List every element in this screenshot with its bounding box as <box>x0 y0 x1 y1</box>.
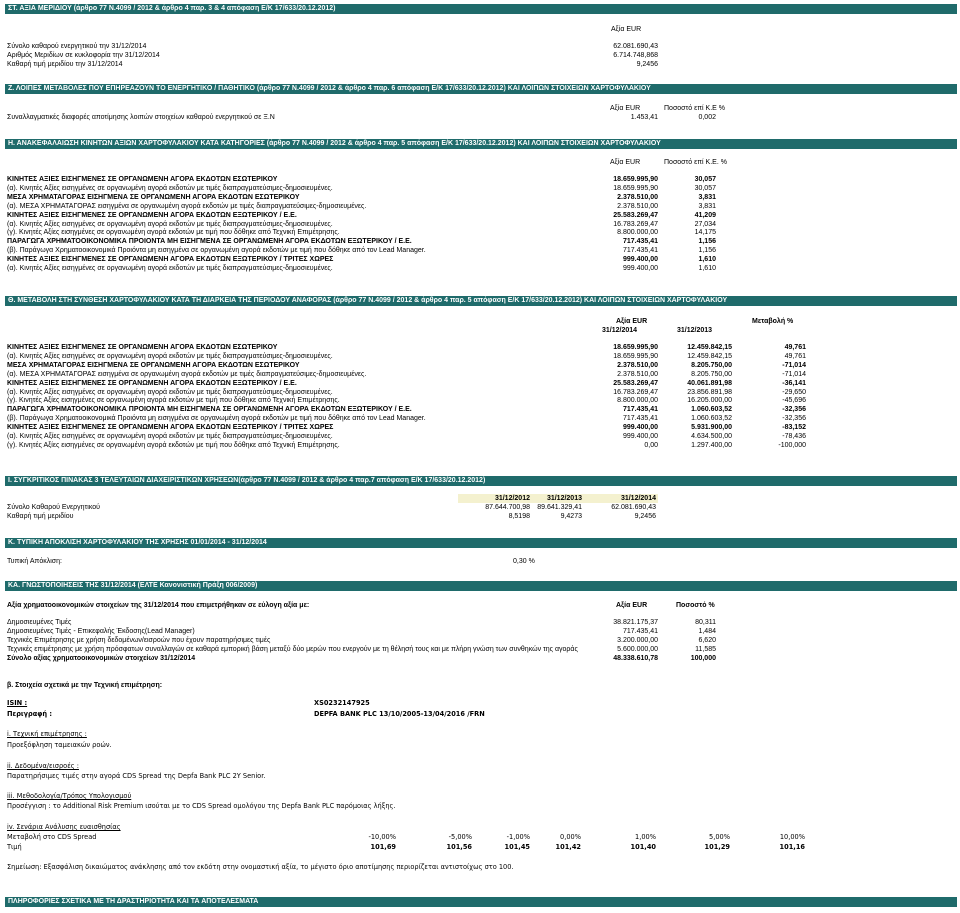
table-row-label: (β). Παράγωγα Χρηματοοικονομικά Προιόντα μη εισηγμένα σε οργανωμένη αγορά εκδοτών με τιμή που δόθηκε από τον Lead Manager. <box>7 415 426 423</box>
table-cell: 23.856.891,98 <box>687 388 732 396</box>
table-row-value: 6.714.748,868 <box>613 52 658 59</box>
table-cell: 100,000 <box>690 654 716 662</box>
price-cell: 101,16 <box>779 843 805 851</box>
section-h-col2: Ποσοστό επί Κ.Ε. % <box>664 159 727 166</box>
table-row-label: Τεχνικές επιμέτρησης με χρήση πρόσφατων συναλλαγών σε καθαρά εμπορική βάση μεταξύ δύο μερών που ενεργούν με τη θέλησή τους και με πλήρη γνώση των συνθηκών της αγοράς <box>7 645 578 653</box>
table-cell: -100,000 <box>778 441 806 449</box>
section-th-date2: 31/12/2013 <box>677 327 713 334</box>
spread-cell: 0,00% <box>560 833 581 841</box>
table-cell: 40.061.891,98 <box>687 379 732 387</box>
table-cell: 3,831 <box>698 202 716 210</box>
table-cell: 1.060.603,52 <box>691 415 732 423</box>
table-cell: 717.435,41 <box>622 627 658 635</box>
inputs-title: ii. Δεδομένα/εισροές : <box>7 762 79 770</box>
table-cell: -29,650 <box>782 388 806 396</box>
price-cell: 101,56 <box>446 843 472 851</box>
table-cell: 89.641.329,41 <box>537 504 582 511</box>
table-row-label: (α). Κινητές Αξίες εισηγμένες σε οργανωμένη αγορά εκδοτών με τιμές διαπραγματεύσιμες-δημοσιευμένες. <box>7 352 333 360</box>
table-cell: 5.931.900,00 <box>691 424 732 432</box>
table-row-label: Αριθμός Μεριδίων σε κυκλοφορία την 31/12/2014 <box>7 52 160 59</box>
table-row-label: ΚΙΝΗΤΕΣ ΑΞΙΕΣ ΕΙΣΗΓΜΕΝΕΣ ΣΕ ΟΡΓΑΝΩΜΕΝΗ ΑΓΟΡΑ ΕΚΔΟΤΩΝ ΕΞΩΤΕΡΙΚΟΥ / ΤΡΙΤΕΣ ΧΩΡΕΣ <box>7 424 334 432</box>
price-label: Τιμή <box>7 843 22 851</box>
spread-cell: 5,00% <box>709 833 730 841</box>
section-k-title: Κ. ΤΥΠΙΚΗ ΑΠΟΚΛΙΣΗ ΧΑΡΤΟΦΥΛΑΚΙΟΥ ΤΗΣ ΧΡΗΣΗΣ 01/01/2014 - 31/12/2014 <box>5 538 957 548</box>
section-z-title: Ζ. ΛΟΙΠΕΣ ΜΕΤΑΒΟΛΕΣ ΠΟΥ ΕΠΗΡΕΑΖΟΥΝ ΤΟ ΕΝΕΡΓΗΤΙΚΟ / ΠΑΘΗΤΙΚΟ (άρθρο 77 Ν.4099 / 2012 & άρθρο 4 παρ. 6 απόφαση Ε/Κ 17/633/20.12.2012) ΚΑΙ ΛΟΙΠΩΝ ΣΤΟΙΧΕΙΩΝ ΧΑΡΤΟΦΥΛΑΚΙΟΥ <box>5 84 957 94</box>
table-cell: 18.659.995,90 <box>613 176 658 183</box>
table-cell: 9,4273 <box>560 513 582 520</box>
table-row-label: (α). Κινητές Αξίες εισηγμένες σε οργανωμένη αγορά εκδοτών με τιμές διαπραγματεύσιμες-δημοσιευμένες. <box>7 220 333 228</box>
table-cell: 25.583.269,47 <box>613 379 658 387</box>
section-e-col-header: Αξία EUR <box>611 26 642 33</box>
table-cell: 30,057 <box>694 184 716 192</box>
table-row-label: Δημοσιευμένες Τιμές <box>7 619 72 626</box>
table-cell: 8.205.750,00 <box>691 370 732 378</box>
table-cell: 48.338.610,78 <box>613 654 658 662</box>
section-ka-title: ΚΑ. ΓΝΩΣΤΟΠΟΙΗΣΕΙΣ ΤΗΣ 31/12/2014 (ΕΛΤΕ Κανονιστική Πράξη 006/2009) <box>5 581 957 591</box>
footer-bar: ΠΛΗΡΟΦΟΡΙΕΣ ΣΧΕΤΙΚΑ ΜΕ ΤΗ ΔΡΑΣΤΗΡΙΟΤΗΤΑ ΚΑΙ ΤΑ ΑΠΟΤΕΛΕΣΜΑΤΑ <box>5 897 957 907</box>
table-row-label: Καθαρή τιμή μεριδίου <box>7 513 74 520</box>
table-cell: 1,156 <box>698 238 716 246</box>
table-row-label: ΚΙΝΗΤΕΣ ΑΞΙΕΣ ΕΙΣΗΓΜΕΝΕΣ ΣΕ ΟΡΓΑΝΩΜΕΝΗ ΑΓΟΡΑ ΕΚΔΟΤΩΝ ΕΞΩΤΕΡΙΚΟΥ / ΤΡΙΤΕΣ ΧΩΡΕΣ <box>7 256 334 264</box>
description-label: Περιγραφή : <box>7 710 53 718</box>
table-row-label: (α). Κινητές Αξίες εισηγμένες σε οργανωμένη αγορά εκδοτών με τιμές διαπραγματεύσιμες-δημοσιευμένες. <box>7 433 333 440</box>
table-row-label: Τεχνικές Επιμέτρησης με χρήση δεδομένων/εισροών που έχουν παρατηρήσιμες τιμές <box>7 636 271 644</box>
table-cell: 41,209 <box>694 211 716 219</box>
table-cell: 9,2456 <box>634 513 656 520</box>
table-row-label: ΠΑΡΑΓΩΓΑ ΧΡΗΜΑΤΟΟΙΚΟΝΟΜΙΚΑ ΠΡΟΙΟΝΤΑ ΜΗ ΕΙΣΗΓΜΕΝΑ ΣΕ ΟΡΓΑΝΩΜΕΝΗ ΑΓΟΡΑ ΕΚΔΟΤΩΝ ΕΞΩΤΕΡΙΚΟΥ / Ε.Ε. <box>7 406 412 414</box>
table-cell: 12.459.842,15 <box>687 352 732 360</box>
table-row-label: (α). Κινητές Αξίες εισηγμένες σε οργανωμένη αγορά εκδοτών με τιμές διαπραγματεύσιμες-δημοσιευμένες. <box>7 184 333 192</box>
price-cell: 101,45 <box>504 843 530 851</box>
table-row-label: Δημοσιευμένες Τιμές - Επικεφαλής Έκδοσης(Lead Manager) <box>7 627 195 635</box>
table-cell: -71,014 <box>782 361 806 369</box>
description-value: DEPFA BANK PLC 13/10/2005-13/04/2016 /FRN <box>314 710 485 718</box>
section-h-col1: Αξία EUR <box>610 159 641 166</box>
table-cell: 49,761 <box>784 344 806 351</box>
table-row-label: ΠΑΡΑΓΩΓΑ ΧΡΗΜΑΤΟΟΙΚΟΝΟΜΙΚΑ ΠΡΟΙΟΝΤΑ ΜΗ ΕΙΣΗΓΜΕΝΑ ΣΕ ΟΡΓΑΝΩΜΕΝΗ ΑΓΟΡΑ ΕΚΔΟΤΩΝ ΕΞΩΤΕΡΙΚΟΥ / Ε.Ε. <box>7 238 412 246</box>
table-cell: 4.634.500,00 <box>691 433 732 440</box>
note-text: Σημείωση: Εξασφάλιση δικαιώματος ανάκλησης από τον εκδότη στην ονομαστική αξία, το μέγιστο όριο αποτίμησης περιορίζεται αντιστοίχως στο 100. <box>7 863 514 871</box>
table-cell: 3.200.000,00 <box>617 636 658 644</box>
section-th-col-value: Αξία EUR <box>616 318 648 325</box>
section-e-title: ΣΤ. ΑΞΙΑ ΜΕΡΙΔΙΟΥ (άρθρο 77 Ν.4099 / 2012 & άρθρο 4 παρ. 3 & 4 απόφαση Ε/Κ 17/633/20.12.2012) <box>5 4 957 14</box>
table-cell: 8.800.000,00 <box>617 229 658 237</box>
section-z-row-label: Συναλλαγματικές διαφορές αποτίμησης λοιπών στοιχείων καθαρού ενεργητικού σε Ξ.Ν <box>7 114 275 121</box>
table-cell: 1,610 <box>698 256 716 264</box>
isin-label: ISIN : <box>7 699 28 707</box>
table-cell: -36,141 <box>782 379 806 387</box>
section-ka-col2: Ποσοστό % <box>676 602 715 609</box>
table-row-label: ΚΙΝΗΤΕΣ ΑΞΙΕΣ ΕΙΣΗΓΜΕΝΕΣ ΣΕ ΟΡΓΑΝΩΜΕΝΗ ΑΓΟΡΑ ΕΚΔΟΤΩΝ ΕΞΩΤΕΡΙΚΟΥ / Ε.Ε. <box>7 379 297 387</box>
table-cell: 3,831 <box>698 193 716 201</box>
inputs-text: Παρατηρήσιμες τιμές στην αγορά CDS Spread της Depfa Bank PLC 2Y Senior. <box>7 772 266 780</box>
spread-cell: 10,00% <box>779 833 805 841</box>
table-cell: 1,484 <box>698 627 716 635</box>
table-cell: 11,585 <box>695 645 716 653</box>
table-cell: 87.644.700,98 <box>485 504 530 511</box>
table-row-label: (α). ΜΕΣΑ ΧΡΗΜΑΤΑΓΟΡΑΣ εισηγμένα σε οργανωμένη αγορά εκδοτών με τιμές διαπραγματεύσιμες-δημοσιευμένες. <box>7 370 367 378</box>
table-row-label: ΜΕΣΑ ΧΡΗΜΑΤΑΓΟΡΑΣ ΕΙΣΗΓΜΕΝΑ ΣΕ ΟΡΓΑΝΩΜΕΝΗ ΑΓΟΡΑ ΕΚΔΟΤΩΝ ΕΣΩΤΕΡΙΚΟΥ <box>7 193 300 201</box>
table-cell: 1,156 <box>698 247 716 255</box>
section-z-row-v1: 1.453,41 <box>630 114 658 121</box>
table-cell: 717.435,41 <box>622 247 658 255</box>
table-cell: 14,175 <box>694 229 716 237</box>
table-row-label: Σύνολο καθαρού ενεργητικού την 31/12/2014 <box>7 43 147 50</box>
table-cell: 27,034 <box>694 220 716 228</box>
section-i-date: 31/12/2013 <box>546 495 582 502</box>
table-cell: -71,014 <box>782 370 806 378</box>
table-cell: 2.378.510,00 <box>617 202 658 210</box>
technique-text: Προεξόφληση ταμειακών ροών. <box>7 741 112 749</box>
section-ka-col1: Αξία EUR <box>616 602 648 609</box>
section-i-date: 31/12/2014 <box>620 495 656 502</box>
table-cell: 1.297.400,00 <box>691 441 732 449</box>
table-row-label: ΚΙΝΗΤΕΣ ΑΞΙΕΣ ΕΙΣΗΓΜΕΝΕΣ ΣΕ ΟΡΓΑΝΩΜΕΝΗ ΑΓΟΡΑ ΕΚΔΟΤΩΝ ΕΣΩΤΕΡΙΚΟΥ <box>7 176 278 183</box>
spread-label: Μεταβολή στο CDS Spread <box>7 833 97 841</box>
table-cell: 8,5198 <box>508 513 530 520</box>
table-row-label: ΚΙΝΗΤΕΣ ΑΞΙΕΣ ΕΙΣΗΓΜΕΝΕΣ ΣΕ ΟΡΓΑΝΩΜΕΝΗ ΑΓΟΡΑ ΕΚΔΟΤΩΝ ΕΣΩΤΕΡΙΚΟΥ <box>7 344 278 351</box>
table-cell: 18.659.995,90 <box>613 352 658 360</box>
table-cell: 717.435,41 <box>622 238 658 246</box>
spread-cell: 1,00% <box>635 833 656 841</box>
table-row-value: 62.081.690,43 <box>613 43 658 50</box>
technique-title: i. Τεχνική επιμέτρησης : <box>7 730 87 738</box>
section-h-title: Η. ΑΝΑΚΕΦΑΛΑΙΩΣΗ ΚΙΝΗΤΩΝ ΑΞΙΩΝ ΧΑΡΤΟΦΥΛΑΚΙΟΥ ΚΑΤΑ ΚΑΤΗΓΟΡΙΕΣ (άρθρο 77 Ν.4099 / 2012 & άρθρο 4 παρ. 5 απόφαση Ε/Κ 17/633/20.12.2012) ΚΑΙ ΛΟΙΠΩΝ ΣΤΟΙΧΕΙΩΝ ΧΑΡΤΟΦΥΛΑΚΙΟΥ <box>5 139 957 149</box>
table-cell: 8.205.750,00 <box>691 361 732 369</box>
table-cell: 16.783.269,47 <box>613 220 658 228</box>
table-cell: 18.659.995,90 <box>613 184 658 192</box>
methodology-text: Προσέγγιση : το Additional Risk Premium ισούται με το CDS Spread ομολόγου της Depfa Bank PLC παρόμοιας λήξης. <box>7 802 396 810</box>
section-b-heading: β. Στοιχεία σχετικά με την Τεχνική επιμέτρηση: <box>7 682 163 689</box>
section-k-value: 0,30 % <box>513 558 535 565</box>
table-cell: -32,356 <box>782 415 806 423</box>
table-row-label: Σύνολο αξίας χρηματοοικονομικών στοιχείων 31/12/2014 <box>7 654 196 662</box>
table-row-label: Καθαρή τιμή μεριδίου την 31/12/2014 <box>7 61 123 68</box>
section-i-title: Ι. ΣΥΓΚΡΙΤΙΚΟΣ ΠΙΝΑΚΑΣ 3 ΤΕΛΕΥΤΑΙΩΝ ΔΙΑΧΕΙΡΙΣΤΙΚΩΝ ΧΡΗΣΕΩΝ(άρθρο 77 Ν.4099 / 2012 & άρθρο 4 παρ.7 απόφαση Ε/Κ 17/633/20.12.2012) <box>5 476 957 486</box>
table-cell: 80,311 <box>695 619 716 626</box>
table-cell: 8.800.000,00 <box>617 397 658 405</box>
table-cell: 717.435,41 <box>622 415 658 423</box>
section-ka-heading: Αξία χρηματοοικονομικών στοιχείων της 31/12/2014 που επιμετρήθηκαν σε εύλογη αξία με: <box>7 602 310 609</box>
table-cell: 38.821.175,37 <box>613 619 658 626</box>
table-row-label: ΚΙΝΗΤΕΣ ΑΞΙΕΣ ΕΙΣΗΓΜΕΝΕΣ ΣΕ ΟΡΓΑΝΩΜΕΝΗ ΑΓΟΡΑ ΕΚΔΟΤΩΝ ΕΞΩΤΕΡΙΚΟΥ / Ε.Ε. <box>7 211 297 219</box>
section-i-date: 31/12/2012 <box>494 495 530 502</box>
table-row-label: (β). Παράγωγα Χρηματοοικονομικά Προιόντα μη εισηγμένα σε οργανωμένη αγορά εκδοτών με τιμή που δόθηκε από τον Lead Manager. <box>7 247 426 255</box>
section-th-title: Θ. ΜΕΤΑΒΟΛΗ ΣΤΗ ΣΥΝΘΕΣΗ ΧΑΡΤΟΦΥΛΑΚΙΟΥ ΚΑΤΑ ΤΗ ΔΙΑΡΚΕΙΑ ΤΗΣ ΠΕΡΙΟΔΟΥ ΑΝΑΦΟΡΑΣ (άρθρο 77 Ν.4099 / 2012 & άρθρο 4 παρ. 5 απόφαση Ε/Κ 17/633/20.12.2012) ΚΑΙ ΛΟΙΠΩΝ ΣΤΟΙΧΕΙΩΝ ΧΑΡΤΟΦΥΛΑΚΙΟΥ <box>5 296 957 306</box>
table-row-label: (α). Κινητές Αξίες εισηγμένες σε οργανωμένη αγορά εκδοτών με τιμές διαπραγματεύσιμες-δημοσιευμένες. <box>7 388 333 396</box>
table-cell: 999.400,00 <box>622 256 658 264</box>
table-cell: 1.060.603,52 <box>691 406 732 414</box>
spread-cell: -5,00% <box>448 833 472 841</box>
table-cell: 12.459.842,15 <box>687 344 732 351</box>
spread-cell: -10,00% <box>368 833 396 841</box>
table-cell: 999.400,00 <box>622 265 658 272</box>
price-cell: 101,40 <box>630 843 656 851</box>
table-cell: -83,152 <box>782 424 806 432</box>
table-cell: 999.400,00 <box>622 424 658 432</box>
section-z-row-v2: 0,002 <box>698 114 716 121</box>
table-cell: 30,057 <box>694 176 716 183</box>
table-row-value: 9,2456 <box>636 61 658 68</box>
section-z-col1: Αξία EUR <box>610 105 641 112</box>
table-row-label: Σύνολο Καθαρού Ενεργητικού <box>7 504 100 511</box>
table-cell: 999.400,00 <box>622 433 658 440</box>
table-cell: 16.205.000,00 <box>687 397 732 405</box>
table-cell: 16.783.269,47 <box>613 388 658 396</box>
methodology-title: iii. Μεθοδολογία/Τρόπος Υπολογισμού <box>7 792 132 800</box>
price-cell: 101,69 <box>370 843 396 851</box>
table-row-label: (α). ΜΕΣΑ ΧΡΗΜΑΤΑΓΟΡΑΣ εισηγμένα σε οργανωμένη αγορά εκδοτών με τιμές διαπραγματεύσιμες-δημοσιευμένες. <box>7 202 367 210</box>
section-k-label: Τυπική Απόκλιση: <box>7 558 62 565</box>
table-row-label: ΜΕΣΑ ΧΡΗΜΑΤΑΓΟΡΑΣ ΕΙΣΗΓΜΕΝΑ ΣΕ ΟΡΓΑΝΩΜΕΝΗ ΑΓΟΡΑ ΕΚΔΟΤΩΝ ΕΣΩΤΕΡΙΚΟΥ <box>7 361 300 369</box>
table-cell: 5.600.000,00 <box>617 645 658 653</box>
table-row-label: (γ). Κινητές Αξίες εισηγμένες σε οργανωμένη αγορά εκδοτών με τιμή που δόθηκε από Τεχνική Επιμέτρησης. <box>7 397 340 405</box>
price-cell: 101,29 <box>704 843 730 851</box>
table-cell: 18.659.995,90 <box>613 344 658 351</box>
table-cell: 1,610 <box>698 265 716 272</box>
price-cell: 101,42 <box>555 843 581 851</box>
table-cell: 25.583.269,47 <box>613 211 658 219</box>
table-cell: -45,696 <box>782 397 806 405</box>
table-cell: -32,356 <box>782 406 806 414</box>
table-cell: 717.435,41 <box>622 406 658 414</box>
table-cell: 6,620 <box>698 636 716 644</box>
table-row-label: (γ). Κινητές Αξίες εισηγμένες σε οργανωμένη αγορά εκδοτών με τιμή που δόθηκε από Τεχνική Επιμέτρησης. <box>7 229 340 237</box>
table-cell: -78,436 <box>782 433 806 440</box>
sensitivity-title: iv. Σενάρια Ανάλυσης ευαισθησίας <box>7 823 121 831</box>
table-cell: 2.378.510,00 <box>617 361 658 369</box>
table-row-label: (γ). Κινητές Αξίες εισηγμένες σε οργανωμένη αγορά εκδοτών με τιμή που δόθηκε από Τεχνική Επιμέτρησης. <box>7 441 340 449</box>
table-cell: 62.081.690,43 <box>611 504 656 511</box>
isin-value: XS0232147925 <box>314 699 370 707</box>
table-cell: 2.378.510,00 <box>617 193 658 201</box>
section-z-col2: Ποσοστό επί Κ.Ε % <box>664 105 725 112</box>
spread-cell: -1,00% <box>506 833 530 841</box>
table-row-label: (α). Κινητές Αξίες εισηγμένες σε οργανωμένη αγορά εκδοτών με τιμές διαπραγματεύσιμες-δημοσιευμένες. <box>7 265 333 272</box>
section-th-col-change: Μεταβολή % <box>752 318 794 325</box>
table-cell: 49,761 <box>784 352 806 360</box>
table-cell: 0,00 <box>644 441 658 449</box>
section-th-date1: 31/12/2014 <box>602 327 638 334</box>
table-cell: 2.378.510,00 <box>617 370 658 378</box>
